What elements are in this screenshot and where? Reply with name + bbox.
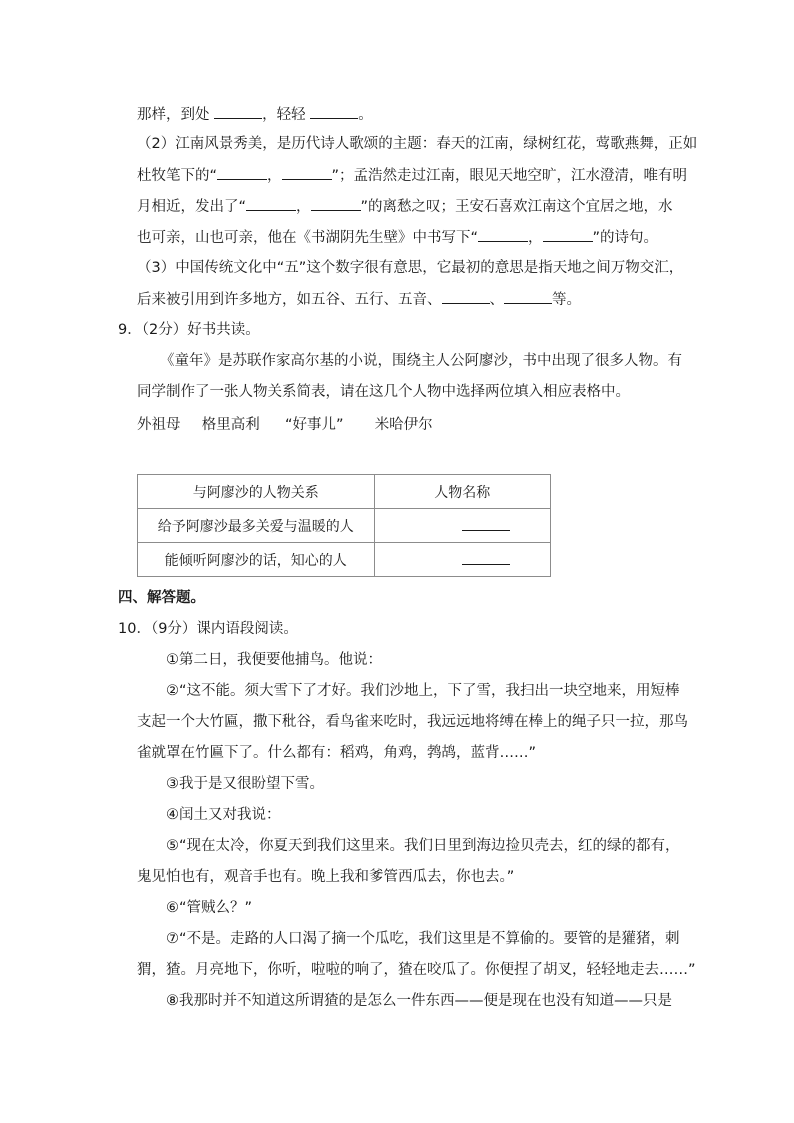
character-option: 米哈伊尔	[374, 417, 433, 433]
text-segment: ，	[528, 230, 543, 246]
text-line: 同学制作了一张人物关系简表，请在这几个人物中选择两位填入相应表格中。	[137, 384, 630, 400]
character-options	[137, 415, 433, 435]
paragraph-8-line: ⑧我那时并不知道这所谓猹的是怎么一件东西——便是现在也没有知道——只是	[166, 993, 672, 1009]
character-option: 外祖母	[137, 417, 181, 433]
text-line: （3）中国传统文化中“五”这个数字很有意思，它最初的意思是指天地之间万物交汇，	[137, 260, 684, 276]
paragraph-7-line: 猬，猹。月亮地下，你听，啦啦的响了，猹在咬瓜了。你便捏了胡叉，轻轻地走去……”	[137, 962, 696, 978]
table-header: 与阿廖沙的人物关系	[138, 475, 375, 509]
question-10-heading: 10．（9分）课内语段阅读。	[118, 621, 298, 637]
fill-blank[interactable]	[311, 196, 361, 211]
character-option: “好事儿”	[284, 417, 344, 433]
paragraph-2-line: 支起一个大竹匾，撒下秕谷，看鸟雀来吃时，我远远地将缚在棒上的绳子只一拉，那鸟	[137, 714, 688, 730]
fill-blank[interactable]	[214, 104, 262, 119]
paragraph-2-line: 雀就罩在竹匾下了。什么都有：稻鸡，角鸡，鹁鸪，蓝背……”	[137, 745, 537, 761]
text-segment: 也可亲，山也可亲，他在《书湖阴先生壁》中书写下“	[137, 230, 479, 246]
text-segment: ”的诗句。	[592, 230, 659, 246]
text-line	[137, 196, 673, 217]
paragraph-6: ⑥“管贼么？”	[166, 900, 253, 916]
text-segment: 那样，到处	[137, 107, 210, 123]
table-row	[138, 509, 551, 543]
text-line	[137, 227, 658, 248]
text-segment: 、	[489, 292, 504, 308]
text-line: （2）江南风景秀美，是历代诗人歌颂的主题：春天的江南，绿树红花，莺歌燕舞，正如	[137, 136, 698, 152]
fill-blank[interactable]	[462, 550, 510, 565]
fill-blank[interactable]	[504, 289, 552, 304]
fill-blank[interactable]	[543, 227, 593, 242]
section-heading: 四、解答题。	[118, 590, 205, 606]
paragraph-1: ①第二日，我便要他捕鸟。他说：	[166, 652, 382, 668]
table-cell: 给予阿廖沙最多关爱与温暖的人	[138, 509, 375, 543]
character-option: 格里高利	[201, 417, 260, 433]
text-segment: 等。	[552, 292, 581, 308]
paragraph-5-line: 鬼见怕也有，观音手也有。晚上我和爹管西瓜去，你也去。”	[137, 869, 515, 885]
fill-blank[interactable]	[217, 165, 267, 180]
fill-blank[interactable]	[282, 165, 332, 180]
fill-blank[interactable]	[442, 289, 490, 304]
fill-blank[interactable]	[462, 516, 510, 531]
table-header: 人物名称	[374, 475, 550, 509]
text-segment: ”的离愁之叹；王安石喜欢江南这个宜居之地，水	[360, 199, 673, 215]
character-relation-table	[137, 474, 551, 577]
paragraph-5-line: ⑤“现在太冷，你夏天到我们这里来。我们日里到海边捡贝壳去，红的绿的都有，	[166, 838, 680, 854]
table-cell: 能倾听阿廖沙的话，知心的人	[138, 543, 375, 577]
text-line	[137, 104, 373, 125]
text-segment: 杜牧笔下的“	[137, 168, 218, 184]
fill-blank[interactable]	[246, 196, 296, 211]
text-line: 《童年》是苏联作家高尔基的小说，围绕主人公阿廖沙，书中出现了很多人物。有	[160, 353, 682, 369]
question-9-heading: 9．（2分）好书共读。	[118, 322, 260, 338]
text-segment: 。	[358, 107, 373, 123]
paragraph-4: ④闰土又对我说：	[166, 807, 281, 823]
table-cell	[374, 543, 550, 577]
paragraph-3: ③我于是又很盼望下雪。	[166, 776, 324, 792]
fill-blank[interactable]	[478, 227, 528, 242]
table-header-row	[138, 475, 551, 509]
text-segment: 月相近，发出了“	[137, 199, 247, 215]
text-segment: ，轻轻	[262, 107, 306, 123]
table-row	[138, 543, 551, 577]
paragraph-7-line: ⑦“不是。走路的人口渴了摘一个瓜吃，我们这里是不算偷的。要管的是獾猪，刺	[166, 931, 680, 947]
text-segment: ，	[267, 168, 282, 184]
text-line	[137, 165, 687, 186]
table-cell	[374, 509, 550, 543]
text-segment: 后来被引用到许多地方，如五谷、五行、五音、	[137, 292, 442, 308]
text-segment: ”；孟浩然走过江南，眼见天地空旷，江水澄清，唯有明	[331, 168, 688, 184]
text-line	[137, 289, 581, 310]
fill-blank[interactable]	[310, 104, 358, 119]
paragraph-2-line: ②“这不能。须大雪下了才好。我们沙地上，下了雪，我扫出一块空地来，用短棒	[166, 683, 680, 699]
text-segment: ，	[296, 199, 311, 215]
